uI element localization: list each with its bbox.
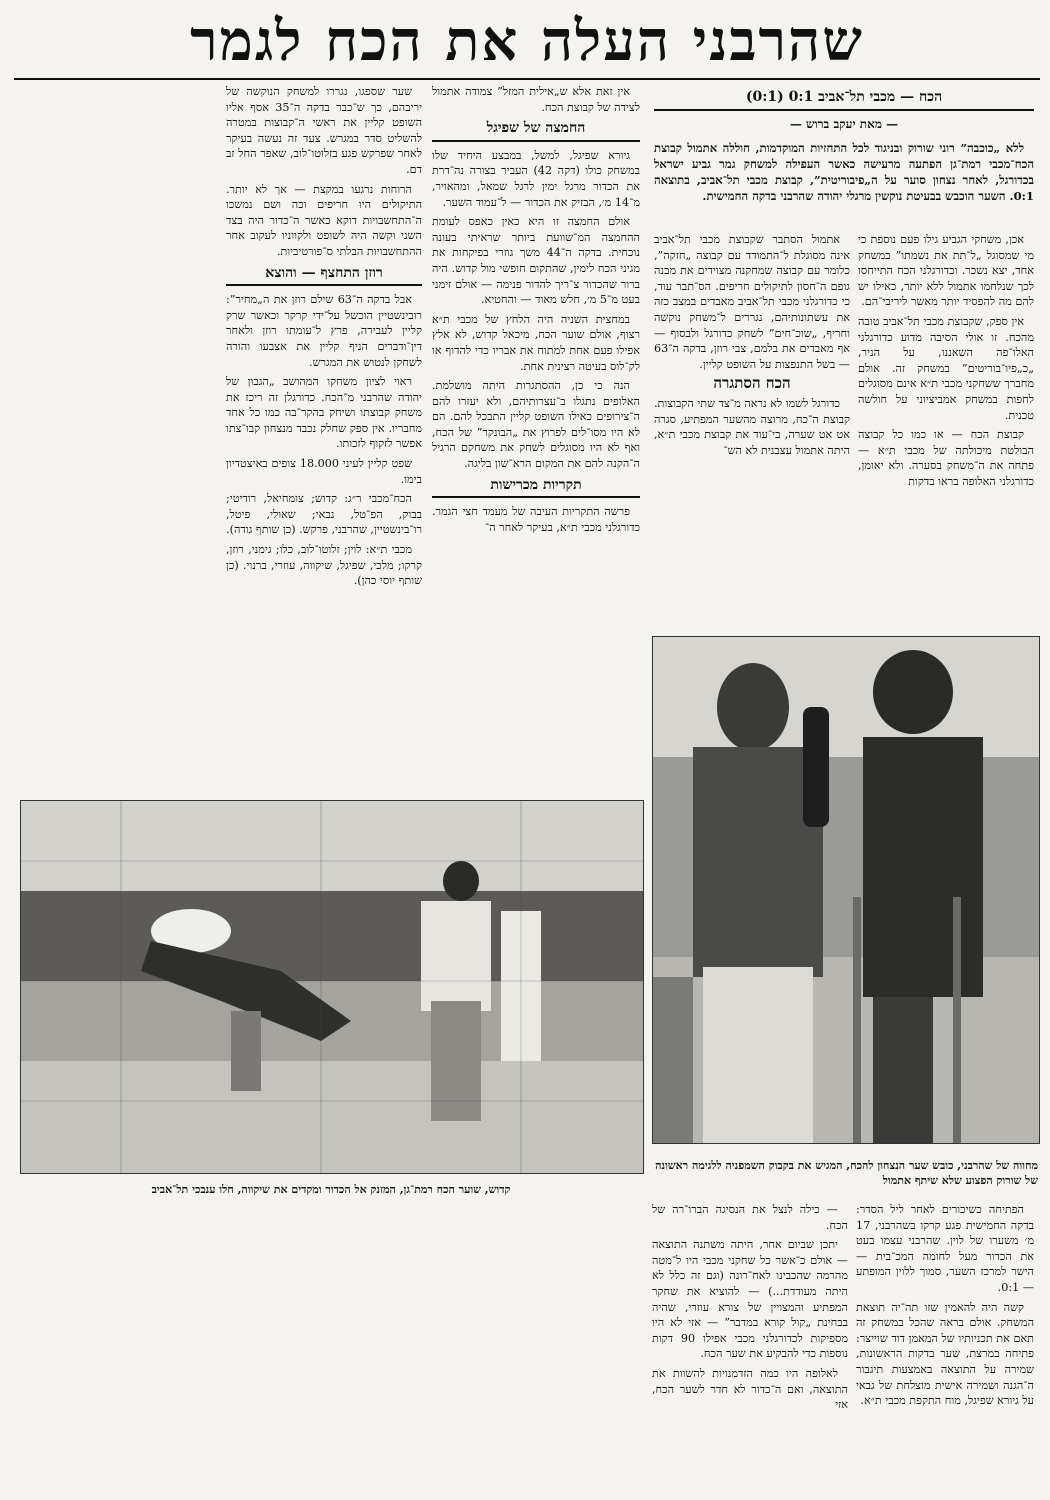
paragraph: אין זאת אלא ש„אילית המזל” צמודה אתמול לצידה של קבוצת הכח. — [432, 85, 640, 114]
paragraph: אין ספק, שקבוצת מכבי תל־אביב טובה מהכח. זו אולי הסיבה מדוע כדורגלני האלו־פה השאננו, על הניר, „כ„פיו־בוריטים” במשחק זה. אולם מחברך ששחקני מכבי ת״א אינם מסוגלים לחפות במשחק אמביציוני על חולשה טכנית. — [858, 314, 1034, 422]
paragraph: קשה היה להאמין שזו תה־יה תוצאת המשחק. אולם בראה שהכל במשחק זה תאם את תכניותיו של המאמן דוד שוייצר: פתיחה במרצת, שער בדקות הראשונות, שמירה על התוצאה באמצעות תיגבור ה־הגנה ושמירה אישית מוצלחת של גבאי על גיורא שפיגל, מוח התקפת מכבי ת״א. — [856, 1300, 1034, 1408]
paragraph: קבוצת הכח — או כמו כל קבוצה הבולטת מיכולתה של מכבי ת״א — פתחה את ה־משחק בסערה. ולא יאומן, כדורגלני האלופה בראו בדקות — [858, 428, 1034, 488]
byline: — מאת יעקב ברוש — — [789, 116, 899, 131]
paragraph: הנה כי כן, ההסתגרות היתה מושלמת. האלופים נתגלו ב־עצרותיהם, ולא יעזרו להם ה־צירופים כאילו השופט קליין התבכל להם. הם לא היו מסו־לים לפרוץ את „הבונקר” של הכח, ואף לא היו מסוגלים לשחק את משחקם הרגיל ה־הקנה להם את המקום הרא־שון בליגה. — [432, 379, 640, 471]
paragraph: אתמול הסתבר שקבוצת מכבי תל־אביב אינה מסוגלת ל־התמודד עם קבוצה „חזקה”, כלומר עם קבוצה שמחקנה מצוידים את מבנה גופם ה־חסון לתיקולים חריפים. הס־תבר עוד, כי כדורגלני מכבי תל־אביב מאבדים במצב כזה את עשתונותיהם, נגררים ל־משחק נוקשה וחריף, „שוכ־חים” לשחק כדורגל ולבסוף — אף מאבדים את בלמם, צבי רוזן, בדקה ה־63 — בשל התנפצות על השופט קליין. — [654, 233, 850, 371]
goalkeeper-photo-image — [21, 801, 643, 1173]
section-subhead: רוזן התחצף — והוצא — [226, 266, 422, 287]
lineup: מכבי ת״א: לוין; זלוטו־לוב, כלו; גימני, רוזן, קרקו; מלכי, שפיגל, שיקווה, עוזרי, ברנוי. (כן שותף יוסי כהן). — [226, 543, 422, 588]
paragraph: שער שספגו, נגררו למשחק הנוקשה של יריבהם, כך ש־כבר בדקה ה־35 אסף אליו השופט קליין את ראשי ה־קבוצות במטרה להשליט סדר במגרש. צעד זה נעשה בעיקר לאחר שפרקש פגע בזלוטו־לוב, שאפר החל זב דם. — [226, 85, 422, 176]
paragraph: — כילה לנצל את הנסיגה הברו־רה של הכח. — [652, 1203, 848, 1232]
paragraph: הפתיחה כשיכורים לאחר ליל הסדר: בדקה החמישית פגע קרקו בשהרבני, 17 מ׳ משערו של לוין. שהרבני עצמו בעט את הכדור מעל לחומה המכ־בית — הישר למרכז השער, סמוך ללוין המופתע — 0:1. — [856, 1203, 1034, 1294]
headline-rule — [14, 78, 1040, 80]
paragraph: לאלופה היו כמה הזדמנויות להשוות את התוצאה, ואם ה־כדור לא חדר לשער הכח, אזי — [652, 1366, 848, 1412]
left-column — [226, 84, 422, 794]
paragraph: ראוי לציון משחקו המהושב „הגבון של יהודה שהרבני מ־הכח. כדורגלן זה ריכז את משחק קבוצתו ושיחק בהקר־בה כמו כל אחד מחבריו. אין ספק שחלק נכבד מנצחון קבו־צתו אפשר לזקוף לזכותו. — [226, 375, 422, 451]
photo-caption-left: קדוש, שוער הכח רמת־גן, המזנק אל הכדור ומקדים את שיקווה, חלו ענבכי תל־אביב — [151, 1183, 511, 1196]
headline: שהרבני העלה את הכח לגמר — [190, 8, 864, 74]
article-column-2 — [654, 232, 850, 627]
lineup: הכח־מכבי ר״ג: קדוש; צומחיאל, רודיטי; בבוק, הפ־טל, נבאי; שאולי, פיטל, רו־בינשטיין, שהרבני, פרקש. (כן שותף גודה). — [226, 492, 422, 537]
paragraph: גיורא שפיגל, למשל, במבצע היחיד שלו במשחק כולו (דקה 42) העביר בצורה נה־דרת את הכדור מרגל ימין לרגל שמאל, ומהאויר, מ־14 מ׳, הבזיק את הכדור — ל־עמוד השער. — [432, 148, 640, 209]
lead-paragraph: ללא „כוכבה” רוני שורוק ובניגוד לכל התחזיות המוקדמות, חוללה אתמול קבוצת הכח־מכבי רמת־גן הפתעה מרעישה כאשר העפילה למשחק גמר גביע ישראל בכדורגל, לאחר נצחון סוער על ה„פיבוריטית”, קבוצת מכבי תל־אביב, בתוצאה 0:1. השער הוכבש בבעיטת נוקשין מרגלי יהודה שהרבני בדקה החמישית. — [654, 141, 1034, 204]
section-subhead: הכח הסתגרה — [713, 374, 791, 393]
middle-column — [432, 84, 640, 794]
section-subhead: החמצה של שפיגל — [432, 121, 640, 142]
paragraph: פרשה התקריות העיבה של מעמד חצי הגמר. כדורגלני מכבי ת״א, בעיקר לאחר ה־ — [432, 505, 640, 534]
paragraph: אכן, משחקי הגביע גילו פעם נוספת כי מי שמסוגל „ל־תת את נשמתו” במשחק אחד, יצא נשכר. וכדורגלני הכח התייחסו לכך שנלחמו אתמול ללא יותר, כאילו יש להם מה להפסיד יותר מאשר ליריבי־הם. — [858, 233, 1034, 309]
champagne-photo — [652, 636, 1040, 1144]
paragraph: הרוחות נרגעו במקצת — אך לא יותר. התיקולים היו חריפים וכה ושם נמשכו ה־התחשבויות דוקא כאשר ה־כדור היה בצד השני וקשה היה לשופט ולקווניו לעקוב אחר ההתחשבויות הבלתי ס־פורטיביות. — [226, 182, 422, 258]
paragraph: יתכן שביום אחר, היתה משתנה התוצאה — אולם כ־אשר כל שחקני מכבי היו ל־מטה מהרמה שהכבינו לאח־רונה (וגם זה כלל לא היתה מעודדת...) — להוציא את שחקר המפתיע והמצויין של צורא עוזרי, שהיה בבחינת „קול קורא במדבר” — אזי לא היו מספיקות לכדורגלני מכבי אפילו 90 דקות נוספות כדי להבקיע את שער הכח. — [652, 1238, 848, 1361]
photo-caption-right: מחווה של שהרבני, כובש שער הנצחון להכח, המגיש את בקבוק השמפניה ללגימה ראשונה של שורוק הפצוע שלא שיתף אתמול — [655, 1159, 1038, 1187]
article-header — [654, 84, 1034, 224]
paragraph: שפט קליין לעיני 18.000 צופים באיצטדיון בימו. — [226, 457, 422, 486]
paragraph: כדורגל לשמו לא נראה מ־צד שתי הקבוצות. קבוצת ה־כח, מרוצה מהשער המפתיע, סגרה אט אט שערה, בי־עוד את קבוצת מכבי ת״א, היתה אתמול עצבנית לא הש־ — [654, 396, 850, 457]
bottom-column-2 — [652, 1202, 848, 1492]
section-subhead: תקריות מכרישות — [432, 478, 640, 499]
champagne-photo-image — [653, 637, 1039, 1143]
bottom-column-1 — [856, 1202, 1034, 1492]
paragraph: אבל בדקה ה־63 שילם רוזן את ה„מחיר”: רובינשטיין הוכשל על־ידי קרקר וכאשר שרק קליין לעבירה, פרץ ל־עומתו רוזן ולאחר דין־ודברים הניף קליין את אצבעו והורה לשחקן לנטוש את המגרש. — [226, 293, 422, 369]
match-subhead: הכח — מכבי תל־אביב 0:1 (0:1) — [654, 90, 1034, 111]
paragraph: במחצית השניה היה הלחץ של מכבי ת״א רצוף, אולם שוער הכח, מיכאל קדוש, לא אלץ אפילו פעם אחת למתוח את אבריו כדי להדוף או לק־לוס בעיטה רצינית אחת. — [432, 312, 640, 373]
article-column-1 — [858, 232, 1034, 627]
paragraph: אולם החמצה זו היא כאין כאפס לעומת ההחמצה המ־שוועת ביותר שראיתי בעונה נוכחית. בדקה ה־44 משך גוזרי בפיקחות את מגיני הכח לימין, שהתקום חופשי מול קדוש. היה ברור שהכדור צ־ריך להדור פנימה — אולם זימני בעט מ־5 מ׳, חלש מאוד — והחטיא. — [432, 215, 640, 307]
goalkeeper-photo — [20, 800, 644, 1174]
